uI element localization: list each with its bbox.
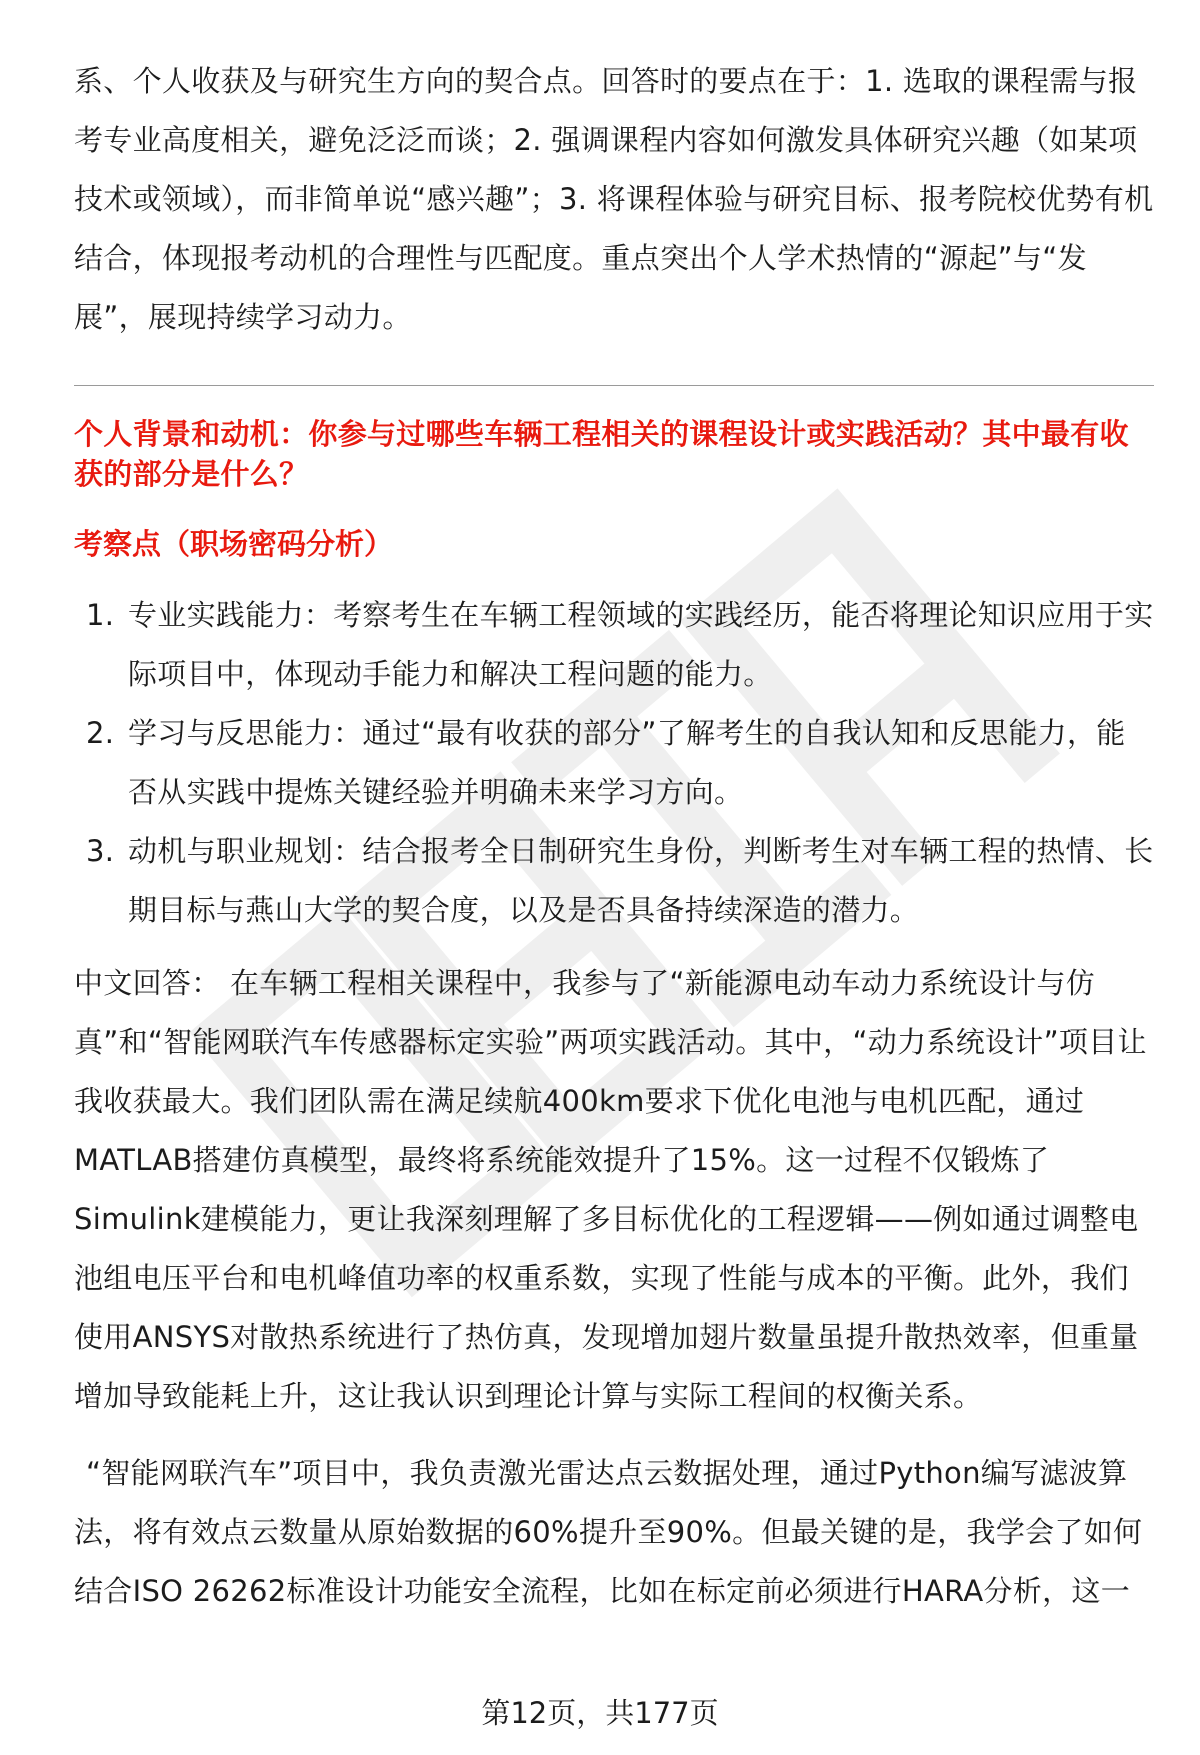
intro-paragraph: 系、个人收获及与研究生方向的契合点。回答时的要点在于：1. 选取的课程需与报考专业高度相关，避免泛泛而谈；2. 强调课程内容如何激发具体研究兴趣（如某项技术或领域），而非简单说“感兴趣”；3. 将课程体验与研究目标、报考院校优势有机结合，体现报考动机的合理性与匹配度。重点突出个人学术热情的“源起”与“发展”，展现持续学习动力。: [74, 64, 1154, 334]
point-text: 学习与反思能力：通过“最有收获的部分”了解考生的自我认知和反思能力，能否从实践中提炼关键经验并明确未来学习方向。: [128, 716, 1126, 809]
analysis-points-list: [74, 586, 1154, 940]
answer-paragraph-1: 中文回答： 在车辆工程相关课程中，我参与了“新能源电动车动力系统设计与仿真”和“智能网联汽车传感器标定实验”两项实践活动。其中，“动力系统设计”项目让我收获最大。我们团队需在满足续航400km要求下优化电池与电机匹配，通过MATLAB搭建仿真模型，最终将系统能效提升了15%。这一过程不仅锻炼了Simulink建模能力，更让我深刻理解了多目标优化的工程逻辑——例如通过调整电池组电压平台和电机峰值功率的权重系数，实现了性能与成本的平衡。此外，我们使用ANSYS对散热系统进行了热仿真，发现增加翅片数量虽提升散热效率，但重量增加导致能耗上升，这让我认识到理论计算与实际工程间的权衡关系。: [74, 966, 1147, 1413]
page-footer: 第12页，共177页: [481, 1696, 719, 1730]
answer-paragraph-2: “智能网联汽车”项目中，我负责激光雷达点云数据处理，通过Python编写滤波算法，将有效点云数量从原始数据的60%提升至90%。但最关键的是，我学会了如何结合ISO 26262标准设计功能安全流程，比如在标定前必须进行HARA分析，这一: [74, 1456, 1143, 1608]
analysis-point-3: [74, 822, 1154, 940]
analysis-point-1: [74, 586, 1154, 704]
section-divider: [74, 385, 1154, 386]
point-number: 1.: [86, 598, 115, 632]
point-number: 2.: [86, 716, 115, 750]
point-number: 3.: [86, 834, 115, 868]
point-text: 动机与职业规划：结合报考全日制研究生身份，判断考生对车辆工程的热情、长期目标与燕山大学的契合度，以及是否具备持续深造的潜力。: [128, 834, 1154, 927]
analysis-point-2: [74, 704, 1154, 822]
analysis-subheading: 考察点（职场密码分析）: [74, 527, 394, 561]
point-text: 专业实践能力：考察考生在车辆工程领域的实践经历，能否将理论知识应用于实际项目中，体现动手能力和解决工程问题的能力。: [128, 598, 1154, 691]
question-heading: 个人背景和动机：你参与过哪些车辆工程相关的课程设计或实践活动？其中最有收获的部分是什么？: [74, 417, 1129, 491]
page-content: [74, 52, 1154, 1621]
